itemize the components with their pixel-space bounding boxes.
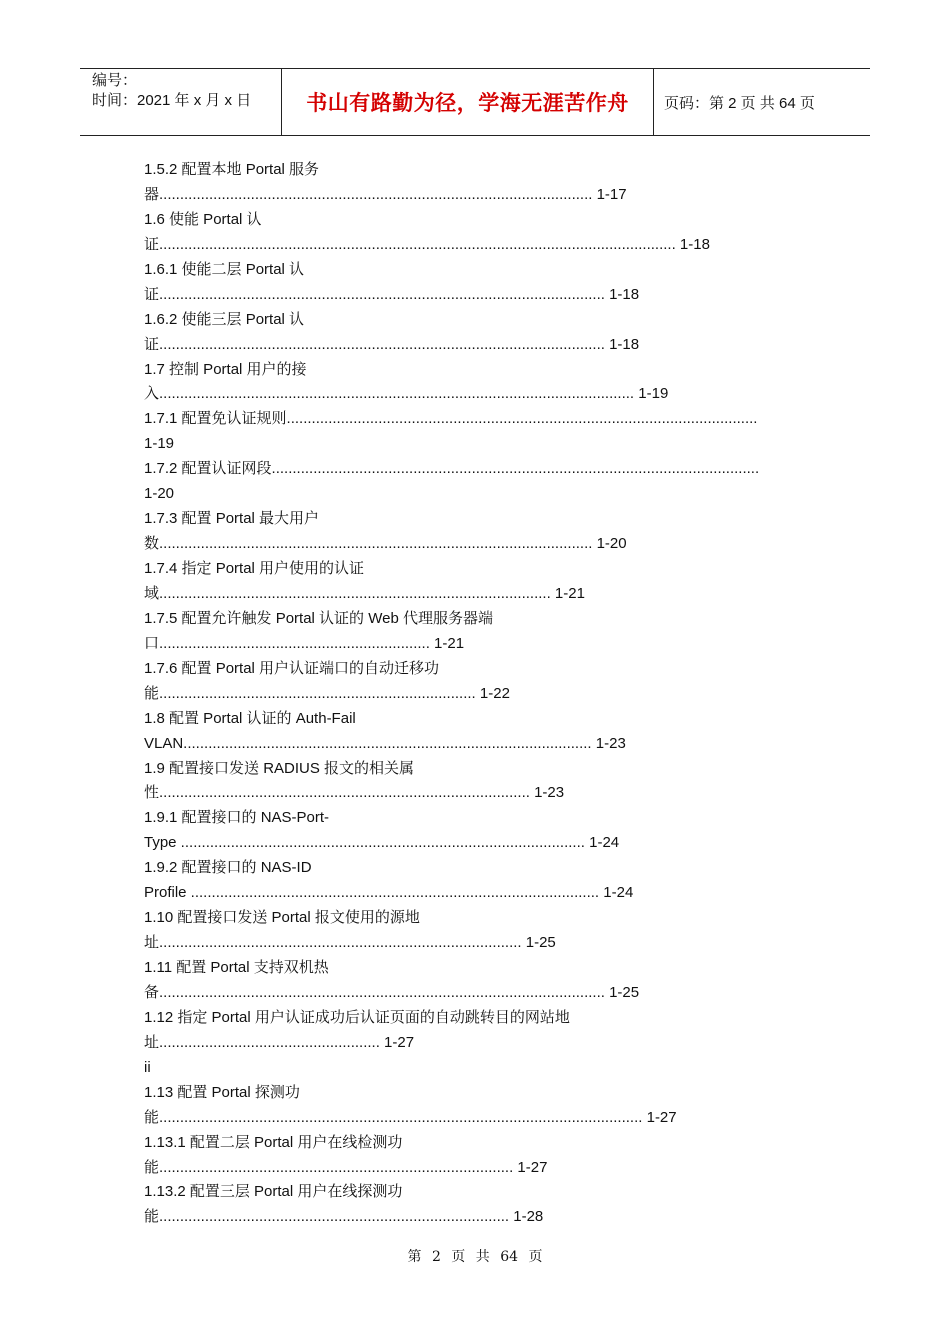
- toc-line: 器........................................................................................................ 1-17: [144, 185, 627, 203]
- toc-line: VLAN.................................................................................................. 1-23: [144, 734, 626, 752]
- header-motto-cell: [282, 69, 654, 135]
- toc-line: 1.10 配置接口发送 Portal 报文使用的源地: [144, 909, 420, 927]
- toc-line: 数........................................................................................................ 1-20: [144, 535, 627, 553]
- document-id-label: 编号：: [92, 72, 138, 89]
- toc-line: 1.6.2 使能三层 Portal 认: [144, 310, 305, 328]
- toc-line: 1.6.1 使能二层 Portal 认: [144, 260, 305, 278]
- toc-line: 1.11 配置 Portal 支持双机热: [144, 959, 329, 976]
- toc-line: 1.9.1 配置接口的 NAS-Port-: [144, 809, 330, 827]
- toc-line: 1.13.1 配置二层 Portal 用户在线检测功: [144, 1133, 403, 1151]
- toc-line: 1-19: [144, 435, 175, 453]
- toc-line: 备........................................................................................................... 1-25: [144, 983, 640, 1001]
- table-of-contents: [144, 158, 824, 1230]
- header-motto: 书山有路勤为径，学海无涯苦作舟: [306, 90, 629, 115]
- toc-line: 能.................................................................................... 1-28: [144, 1208, 544, 1226]
- toc-line: 入.................................................................................................................. 1-19: [144, 385, 669, 403]
- toc-line: 能.................................................................................................................... 1-27: [144, 1108, 677, 1126]
- header-page-info: 页码：第 2 页 共 64 页: [664, 94, 815, 112]
- toc-line: 1.9 配置接口发送 RADIUS 报文的相关属: [144, 759, 415, 777]
- toc-line: ii: [144, 1058, 151, 1076]
- toc-line: 域.............................................................................................. 1-21: [144, 584, 585, 602]
- toc-line: 1.12 指定 Portal 用户认证成功后认证页面的自动跳转目的网站地: [144, 1008, 570, 1026]
- toc-line: 证............................................................................................................................ 1-18: [144, 235, 710, 253]
- toc-line: 1.8 配置 Portal 认证的 Auth-Fail: [144, 709, 356, 727]
- toc-line: 址..................................................... 1-27: [144, 1033, 415, 1051]
- page-header: [80, 68, 870, 136]
- header-meta-cell: [80, 69, 282, 135]
- toc-line: 1.5.2 配置本地 Portal 服务: [144, 161, 320, 178]
- toc-line: Type ................................................................................................. 1-24: [144, 834, 620, 852]
- toc-line: 证........................................................................................................... 1-18: [144, 285, 640, 303]
- toc-line: 1.13 配置 Portal 探测功: [144, 1083, 300, 1101]
- toc-line: 1.7.3 配置 Portal 最大用户: [144, 510, 320, 528]
- toc-line: 证........................................................................................................... 1-18: [144, 335, 640, 353]
- toc-line: 址....................................................................................... 1-25: [144, 934, 556, 952]
- page-footer: 第 2 页 共 64 页: [407, 1249, 543, 1265]
- header-page-cell: [654, 69, 870, 135]
- toc-line: Profile .................................................................................................. 1-24: [144, 884, 634, 902]
- toc-line: 能..................................................................................... 1-27: [144, 1158, 548, 1176]
- toc-line: 1.7.2 配置认证网段.....................................................................................................................: [144, 460, 760, 478]
- toc-line: 1.7.5 配置允许触发 Portal 认证的 Web 代理服务器端: [144, 609, 493, 627]
- toc-line: 1.9.2 配置接口的 NAS-ID: [144, 859, 312, 877]
- toc-line: 能............................................................................ 1-22: [144, 684, 510, 702]
- toc-line: 1-20: [144, 485, 175, 503]
- toc-line: 1.6 使能 Portal 认: [144, 210, 262, 228]
- toc-line: 1.13.2 配置三层 Portal 用户在线探测功: [144, 1183, 403, 1201]
- document-time-label: 时间：2021 年 x 月 x 日: [92, 92, 252, 109]
- toc-line: 性......................................................................................... 1-23: [144, 784, 565, 802]
- toc-line: 1.7.1 配置免认证规则.................................................................................................................: [144, 410, 758, 428]
- toc-line: 1.7 控制 Portal 用户的接: [144, 360, 307, 378]
- toc-line: 口................................................................. 1-21: [144, 634, 465, 652]
- toc-line: 1.7.4 指定 Portal 用户使用的认证: [144, 560, 365, 577]
- toc-line: 1.7.6 配置 Portal 用户认证端口的自动迁移功: [144, 659, 440, 677]
